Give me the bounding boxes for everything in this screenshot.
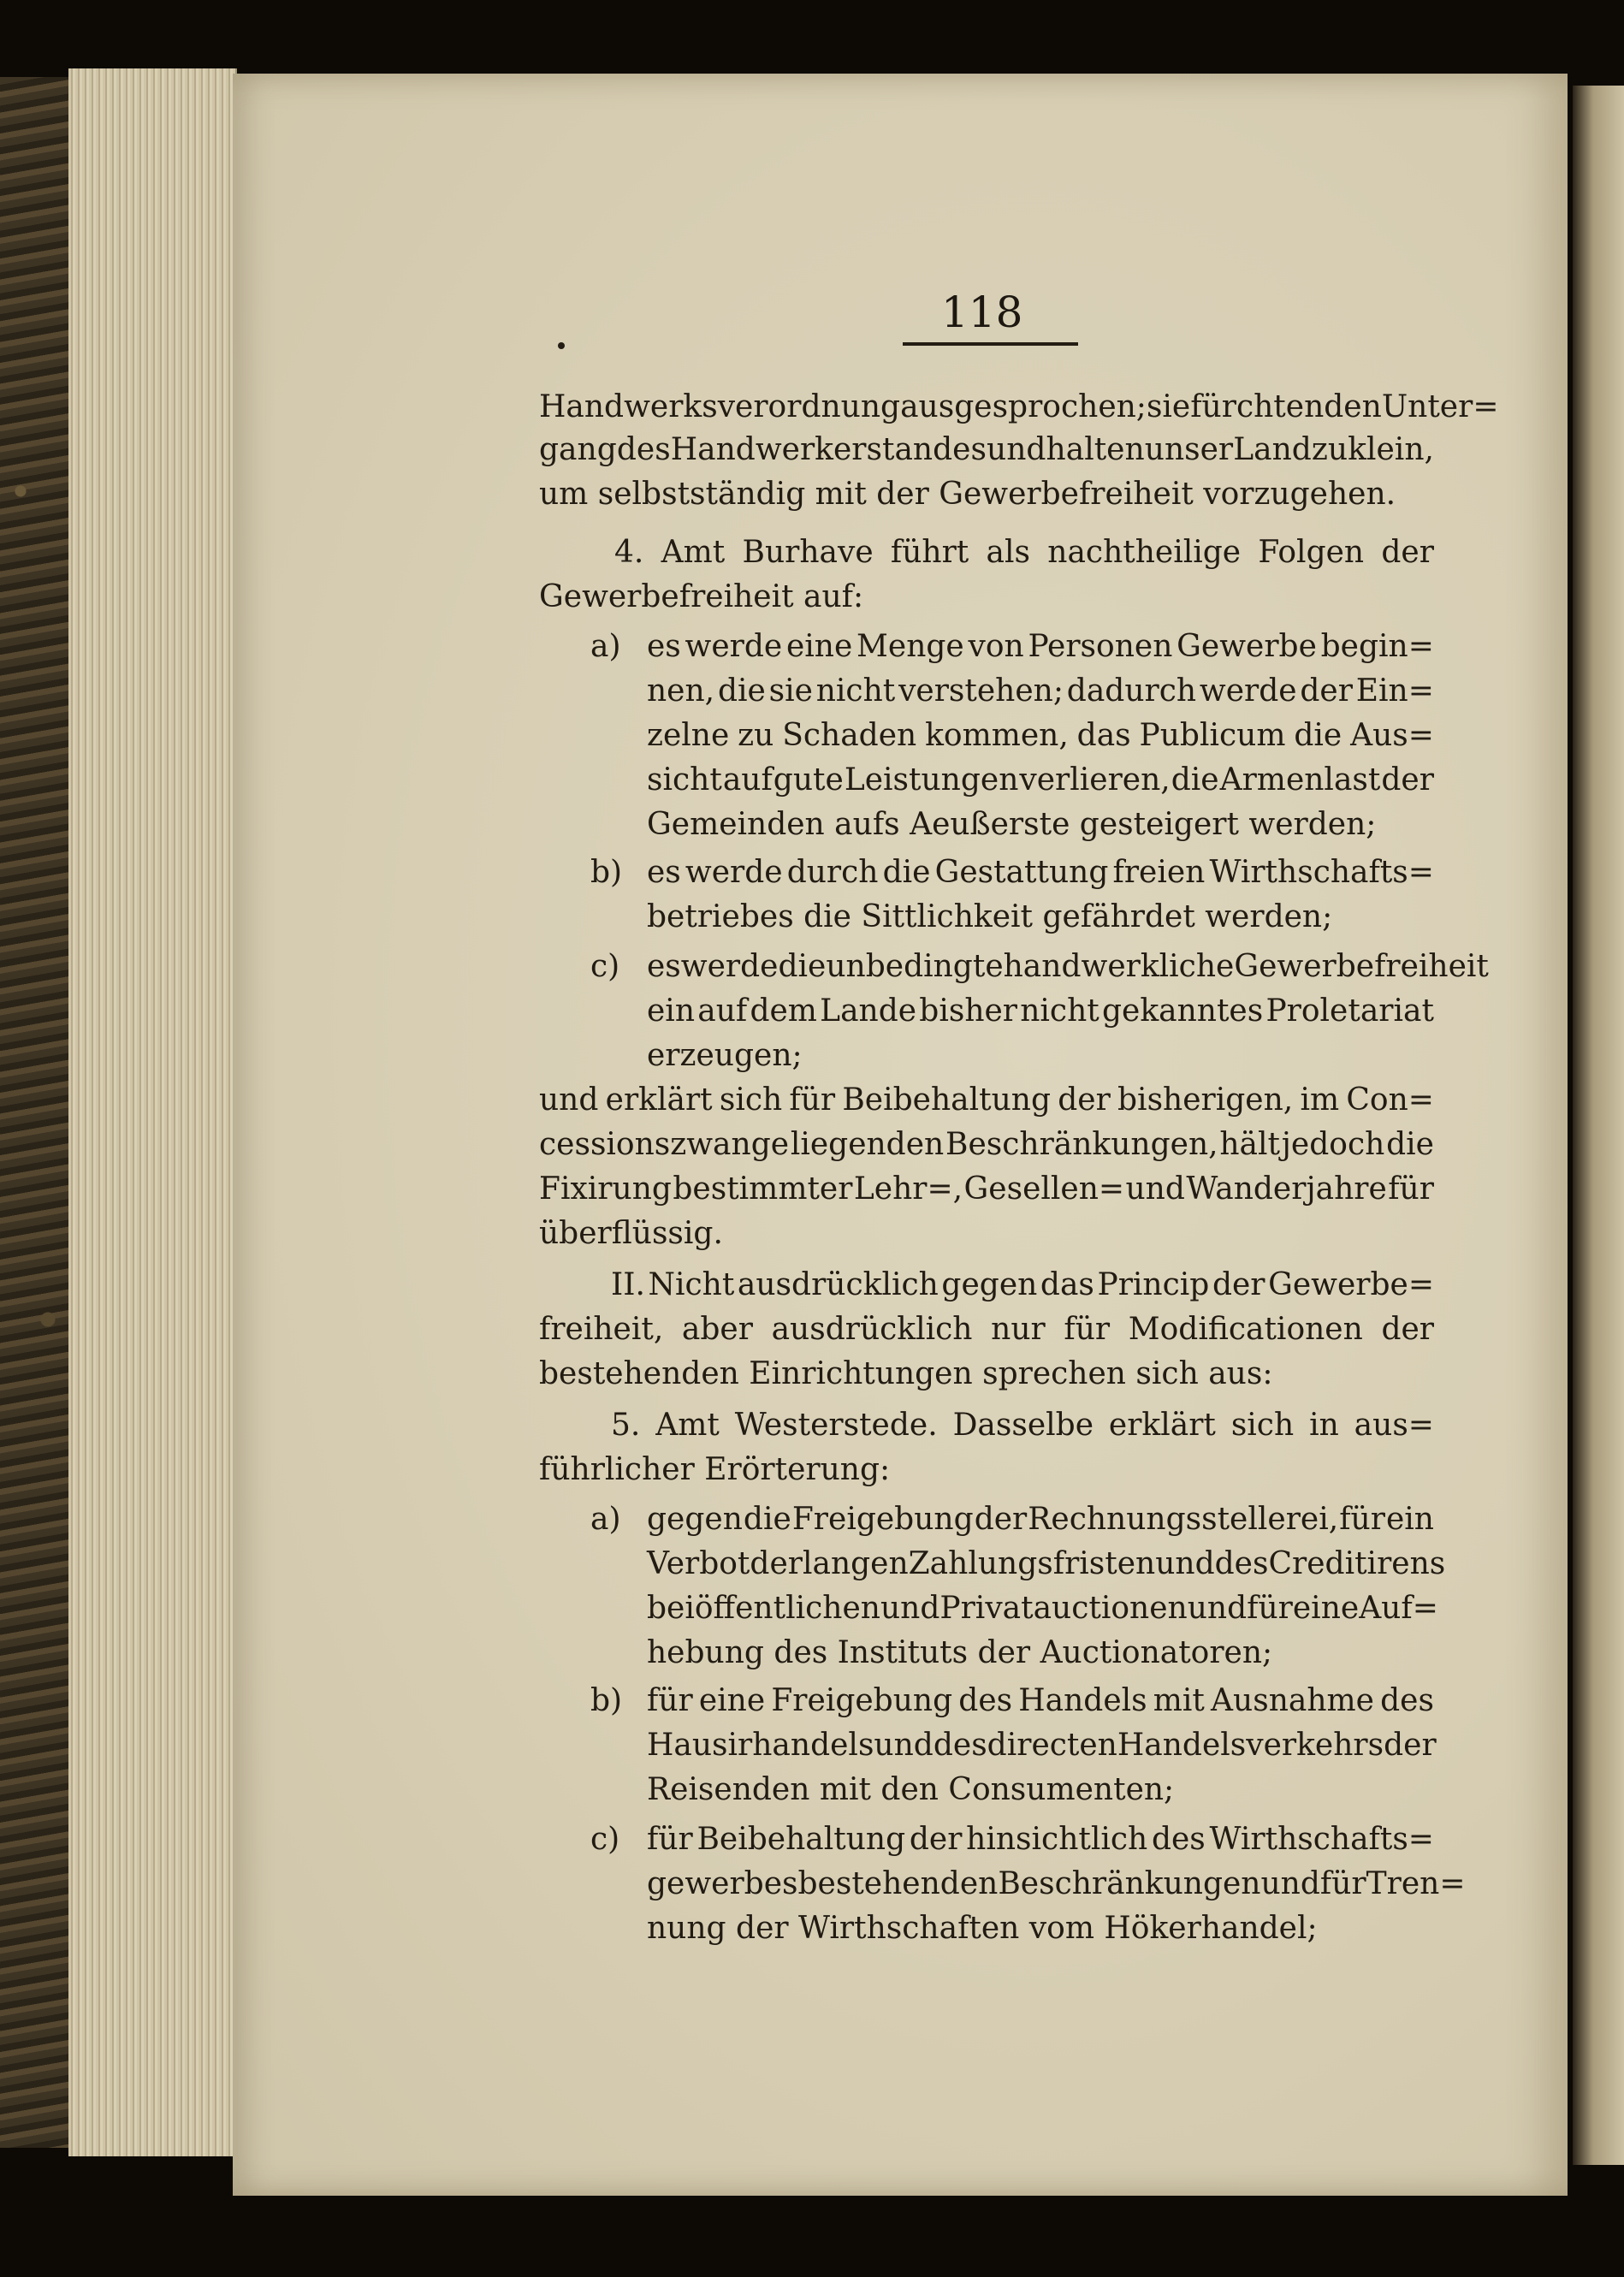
text-line — [647, 993, 1434, 1029]
word: Wirthschafts= — [1209, 855, 1434, 890]
word: und — [1187, 1591, 1248, 1626]
word: Modificationen — [1128, 1312, 1363, 1347]
word: sich — [1230, 1408, 1295, 1443]
word: für — [1339, 1502, 1385, 1537]
word: gegen — [941, 1267, 1038, 1302]
word: Beibehaltung — [842, 1082, 1052, 1118]
word: auf — [697, 993, 748, 1029]
word: und — [1155, 1546, 1215, 1581]
word: für — [647, 1822, 693, 1857]
word: Creditirens — [1268, 1546, 1446, 1581]
word: Ein= — [1355, 673, 1434, 709]
word: sie — [1146, 389, 1191, 424]
word: der — [1381, 762, 1434, 798]
word: Leistungen — [844, 762, 1019, 798]
list-marker: a) — [590, 629, 621, 664]
word: Land — [1233, 432, 1312, 467]
text-line — [647, 1504, 1434, 1535]
word: für — [789, 1082, 836, 1118]
word: der — [1300, 673, 1353, 709]
word: Nicht — [648, 1267, 735, 1302]
text-line — [611, 1410, 1434, 1441]
word: für — [1388, 1171, 1434, 1207]
word: des — [616, 432, 671, 467]
word: Handelsverkehrs — [1117, 1728, 1384, 1763]
word: klein, — [1348, 432, 1434, 467]
text-line — [539, 389, 1499, 424]
word: begin= — [1320, 629, 1434, 664]
word: Burhave — [742, 535, 874, 570]
word: erklärt — [605, 1082, 713, 1118]
text-line — [647, 1728, 1437, 1763]
word: und — [539, 1082, 599, 1118]
word: ausdrücklich — [737, 1267, 939, 1302]
word: sicht — [647, 762, 722, 798]
word: verstehen; — [898, 673, 1064, 709]
word: jedoch — [1281, 1127, 1385, 1162]
word: dem — [750, 993, 817, 1029]
page-number: 118 — [941, 288, 1023, 337]
word: Wirthschafts= — [1209, 1822, 1434, 1857]
text-line — [647, 762, 1434, 798]
word: der — [1381, 535, 1434, 570]
word: für — [1319, 1866, 1366, 1901]
word: gewerbes — [647, 1866, 798, 1901]
text-line — [647, 720, 1434, 751]
word: nicht — [1020, 993, 1099, 1029]
word: Gewerbe= — [1268, 1267, 1434, 1302]
word: im — [1300, 1082, 1340, 1118]
word: halten — [1046, 432, 1145, 467]
word: ausdrücklich — [771, 1312, 973, 1347]
word: eine — [698, 1683, 766, 1718]
list-marker: c) — [590, 1822, 620, 1857]
next-page-edge — [1573, 86, 1624, 2165]
word: die — [882, 855, 931, 890]
word: als — [986, 535, 1030, 570]
word: Handwerksverordnung — [539, 389, 901, 424]
word: Aus= — [1350, 718, 1434, 753]
word: ein — [1385, 1502, 1434, 1537]
word: Con= — [1346, 1082, 1434, 1118]
word: und — [1260, 1866, 1320, 1901]
word: Zahlungsfristen — [908, 1546, 1156, 1581]
word: der — [750, 1546, 803, 1581]
word: Verbot — [647, 1546, 750, 1581]
word: Armenlast — [1219, 762, 1381, 798]
word: cessionszwange — [539, 1127, 790, 1162]
text-line — [611, 1267, 1434, 1302]
word: Wanderjahre — [1186, 1171, 1387, 1207]
word: des — [1214, 1546, 1269, 1581]
word: 4. — [614, 535, 644, 570]
word: Tren= — [1366, 1866, 1466, 1901]
word: die — [743, 1502, 791, 1537]
word: es — [647, 949, 681, 984]
text-line — [647, 1591, 1438, 1626]
word: Hausirhandels — [647, 1728, 874, 1763]
word: gekanntes — [1101, 993, 1264, 1029]
word: dadurch — [1066, 673, 1197, 709]
word: die — [778, 949, 827, 984]
word: unbedingte — [826, 949, 1004, 984]
word: fürchten — [1190, 389, 1325, 424]
text-line — [647, 1866, 1466, 1901]
word: zu — [1311, 432, 1348, 467]
word: die — [1171, 762, 1219, 798]
word: gegen — [647, 1502, 743, 1537]
word: Beibehaltung — [696, 1822, 906, 1857]
word: sich — [719, 1082, 783, 1118]
text-line: hebung des Instituts der Auctionatoren; — [647, 1635, 1273, 1670]
word: Handwerkerstandes — [670, 432, 987, 467]
word: hält — [1219, 1127, 1280, 1162]
word: II. — [611, 1267, 645, 1302]
page-number-rule — [903, 342, 1078, 346]
word: es — [647, 629, 681, 664]
word: durch — [786, 855, 879, 890]
ink-dot — [558, 342, 565, 349]
word: der — [1058, 1082, 1111, 1118]
word: Rechnungsstellerei, — [1028, 1502, 1339, 1537]
word: und — [880, 1591, 940, 1626]
word: sie — [768, 673, 813, 709]
word: Schaden — [782, 718, 917, 753]
word: auf — [722, 762, 773, 798]
text-line: nung der Wirthschaften vom Hökerhandel; — [647, 1911, 1318, 1946]
word: das — [1076, 718, 1131, 753]
word: Beschränkungen — [998, 1866, 1261, 1901]
word: die — [717, 673, 766, 709]
word: eine — [785, 629, 853, 664]
word: des — [1151, 1822, 1206, 1857]
word: und — [987, 432, 1046, 467]
word: werde — [685, 855, 783, 890]
word: von — [968, 629, 1024, 664]
word: die — [1386, 1127, 1434, 1162]
word: kommen, — [925, 718, 1069, 753]
word: nen, — [647, 673, 715, 709]
marbled-cover — [0, 77, 68, 2148]
text-line — [647, 949, 1489, 984]
word: Dasselbe — [952, 1408, 1094, 1443]
word: Handels — [1018, 1683, 1147, 1718]
text-line: überflüssig. — [539, 1216, 723, 1251]
text-line — [647, 629, 1434, 664]
word: öffentlichen — [694, 1591, 880, 1626]
text-line — [539, 432, 1434, 467]
word: hinsichtlich — [966, 1822, 1148, 1857]
page-edges — [68, 68, 237, 2156]
word: nur — [991, 1312, 1046, 1347]
word: ein — [647, 993, 696, 1029]
text-line: bestehenden Einrichtungen sprechen sich aus: — [539, 1356, 1273, 1391]
text-line — [647, 1824, 1434, 1855]
word: eine — [1292, 1591, 1360, 1626]
word: den — [1324, 389, 1382, 424]
word: Princip — [1097, 1267, 1210, 1302]
word: des — [933, 1728, 987, 1763]
word: bestimmter — [673, 1171, 853, 1207]
word: liegenden — [790, 1127, 945, 1162]
word: Personen — [1028, 629, 1173, 664]
word: Privatauctionen — [939, 1591, 1188, 1626]
word: Ausnahme — [1211, 1683, 1374, 1718]
word: nicht — [815, 673, 896, 709]
word: freiheit, — [539, 1312, 664, 1347]
text-line — [647, 673, 1434, 709]
word: mit — [1153, 1683, 1205, 1718]
word: Folgen — [1258, 535, 1365, 570]
word: zu — [738, 718, 774, 753]
word: handwerkliche — [1003, 949, 1235, 984]
word: bestehenden — [797, 1866, 999, 1901]
word: führt — [890, 535, 969, 570]
list-marker: a) — [590, 1502, 621, 1537]
list-marker: b) — [590, 855, 623, 890]
word: das — [1040, 1267, 1094, 1302]
word: aber — [681, 1312, 753, 1347]
word: werde — [685, 629, 783, 664]
word: der — [909, 1822, 963, 1857]
word: gute — [773, 762, 844, 798]
word: Westerstede. — [734, 1408, 938, 1443]
text-line — [647, 1546, 1446, 1581]
text-line — [539, 1082, 1434, 1118]
word: bisher — [919, 993, 1018, 1029]
text-line: betriebes die Sittlichkeit gefährdet werden; — [647, 899, 1333, 934]
text-line — [539, 1127, 1434, 1162]
word: Freigebung — [791, 1502, 974, 1537]
text-line: Gemeinden aufs Aeußerste gesteigert werden; — [647, 807, 1377, 842]
word: der — [1384, 1728, 1437, 1763]
word: aus= — [1354, 1408, 1434, 1443]
text-line: Reisenden mit den Consumenten; — [647, 1772, 1175, 1807]
word: in — [1309, 1408, 1339, 1443]
word: werde — [1199, 673, 1297, 709]
word: freien — [1112, 855, 1206, 890]
word: Lande — [820, 993, 917, 1029]
list-marker: b) — [590, 1683, 623, 1718]
word: für — [1064, 1312, 1111, 1347]
word: Unter= — [1381, 389, 1499, 424]
word: und — [874, 1728, 934, 1763]
word: Gewerbefreiheit — [1234, 949, 1489, 984]
word: directen — [987, 1728, 1117, 1763]
word: unser — [1144, 432, 1234, 467]
text-line — [647, 1683, 1434, 1718]
word: werde — [680, 949, 779, 984]
list-marker: c) — [590, 949, 620, 984]
text-line — [614, 537, 1434, 568]
text-line: um selbstständig mit der Gewerbefreiheit vorzugehen. — [539, 477, 1396, 512]
word: es — [647, 855, 681, 890]
word: bei — [647, 1591, 695, 1626]
text-line — [539, 1314, 1434, 1345]
word: Beschränkungen, — [945, 1127, 1218, 1162]
word: Proletariat — [1265, 993, 1434, 1029]
text-line — [539, 1171, 1434, 1207]
word: erklärt — [1108, 1408, 1216, 1443]
word: Gesellen= — [963, 1171, 1125, 1207]
word: der — [1381, 1312, 1434, 1347]
word: zelne — [647, 718, 730, 753]
word: Menge — [856, 629, 964, 664]
word: für — [1247, 1591, 1293, 1626]
word: für — [647, 1683, 693, 1718]
word: gang — [539, 432, 617, 467]
word: langen — [802, 1546, 909, 1581]
text-line: erzeugen; — [647, 1038, 803, 1073]
word: nachtheilige — [1047, 535, 1242, 570]
word: Auf= — [1359, 1591, 1438, 1626]
word: der — [1212, 1267, 1265, 1302]
word: Gewerbe — [1177, 629, 1317, 664]
word: und — [1125, 1171, 1185, 1207]
word: verlieren, — [1019, 762, 1171, 798]
word: Publicum — [1139, 718, 1286, 753]
word: Amt — [655, 1408, 720, 1443]
word: der — [974, 1502, 1028, 1537]
word: die — [1294, 718, 1342, 753]
word: Lehr=, — [853, 1171, 963, 1207]
word: ausgesprochen; — [900, 389, 1147, 424]
text-line: führlicher Erörterung: — [539, 1452, 891, 1487]
word: 5. — [611, 1408, 641, 1443]
text-line — [647, 857, 1434, 888]
word: Fixirung — [539, 1171, 672, 1207]
word: Gestattung — [934, 855, 1109, 890]
word: Amt — [661, 535, 726, 570]
word: des — [1380, 1683, 1434, 1718]
word: Freigebung — [771, 1683, 953, 1718]
word: bisherigen, — [1117, 1082, 1294, 1118]
text-line: Gewerbefreiheit auf: — [539, 579, 864, 614]
word: des — [958, 1683, 1013, 1718]
